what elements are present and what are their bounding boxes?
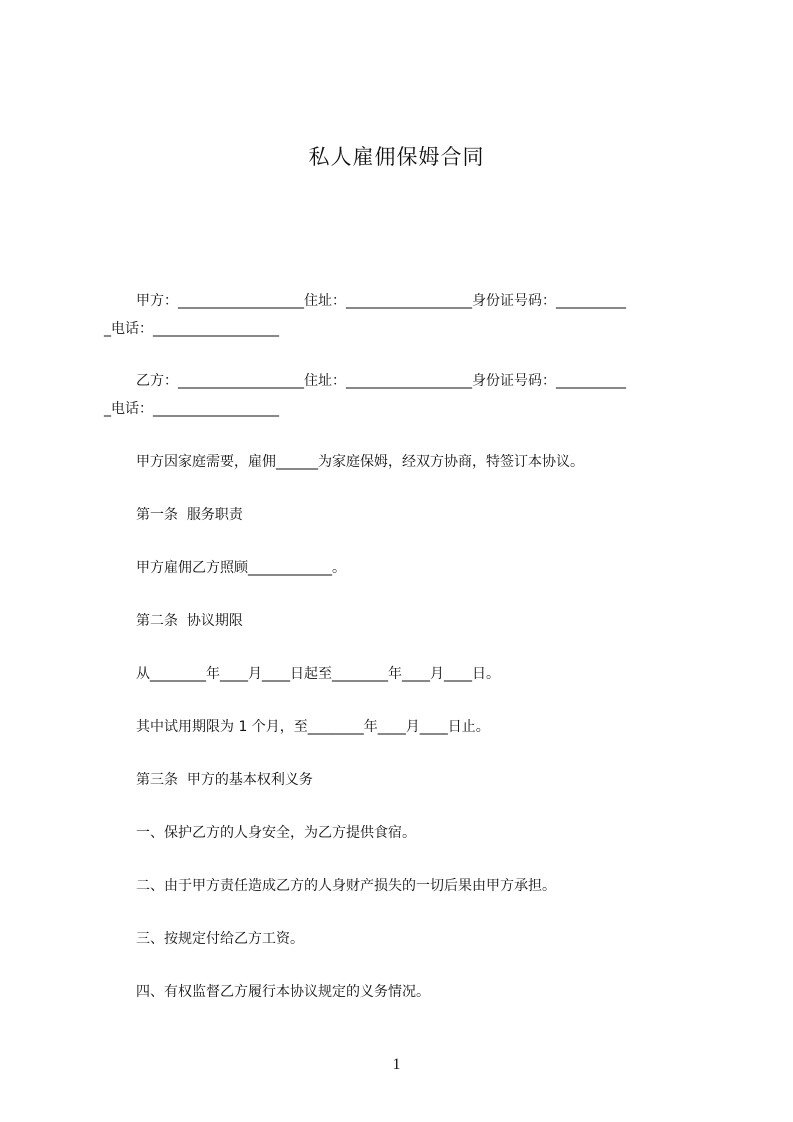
party-b-info-line: 乙方：__________________住址：__________________身份证号码：__________ — [136, 373, 626, 389]
article-1-heading: 第一条 服务职责 — [136, 507, 243, 523]
article-3-item: 二、由于甲方责任造成乙方的人身财产损失的一切后果由甲方承担。 — [136, 878, 556, 894]
party-b-phone-line: _电话：__________________ — [104, 401, 279, 417]
trial-period-text: 其中试用期限为 1 个月，至________年____月____日止。 — [136, 719, 490, 735]
party-a-phone-line: _电话：__________________ — [104, 321, 279, 337]
article-1-text: 甲方雇佣乙方照顾____________。 — [136, 560, 346, 576]
article-2-heading: 第二条 协议期限 — [136, 613, 243, 629]
article-3-item: 三、按规定付给乙方工资。 — [136, 931, 304, 947]
agreement-period-text: 从________年____月____日起至________年____月____日。 — [136, 666, 500, 682]
article-3-heading: 第三条 甲方的基本权利义务 — [136, 772, 313, 788]
preamble-paragraph: 甲方因家庭需要，雇佣______为家庭保姆，经双方协商，特签订本协议。 — [136, 454, 584, 470]
page-number: 1 — [392, 1056, 401, 1073]
page-title: 私人雇佣保姆合同 — [308, 145, 485, 169]
article-3-item: 四、有权监督乙方履行本协议规定的义务情况。 — [136, 984, 430, 1000]
article-3-item: 一、保护乙方的人身安全，为乙方提供食宿。 — [136, 825, 416, 841]
party-a-info-line: 甲方：__________________住址：__________________身份证号码：__________ — [136, 293, 626, 309]
